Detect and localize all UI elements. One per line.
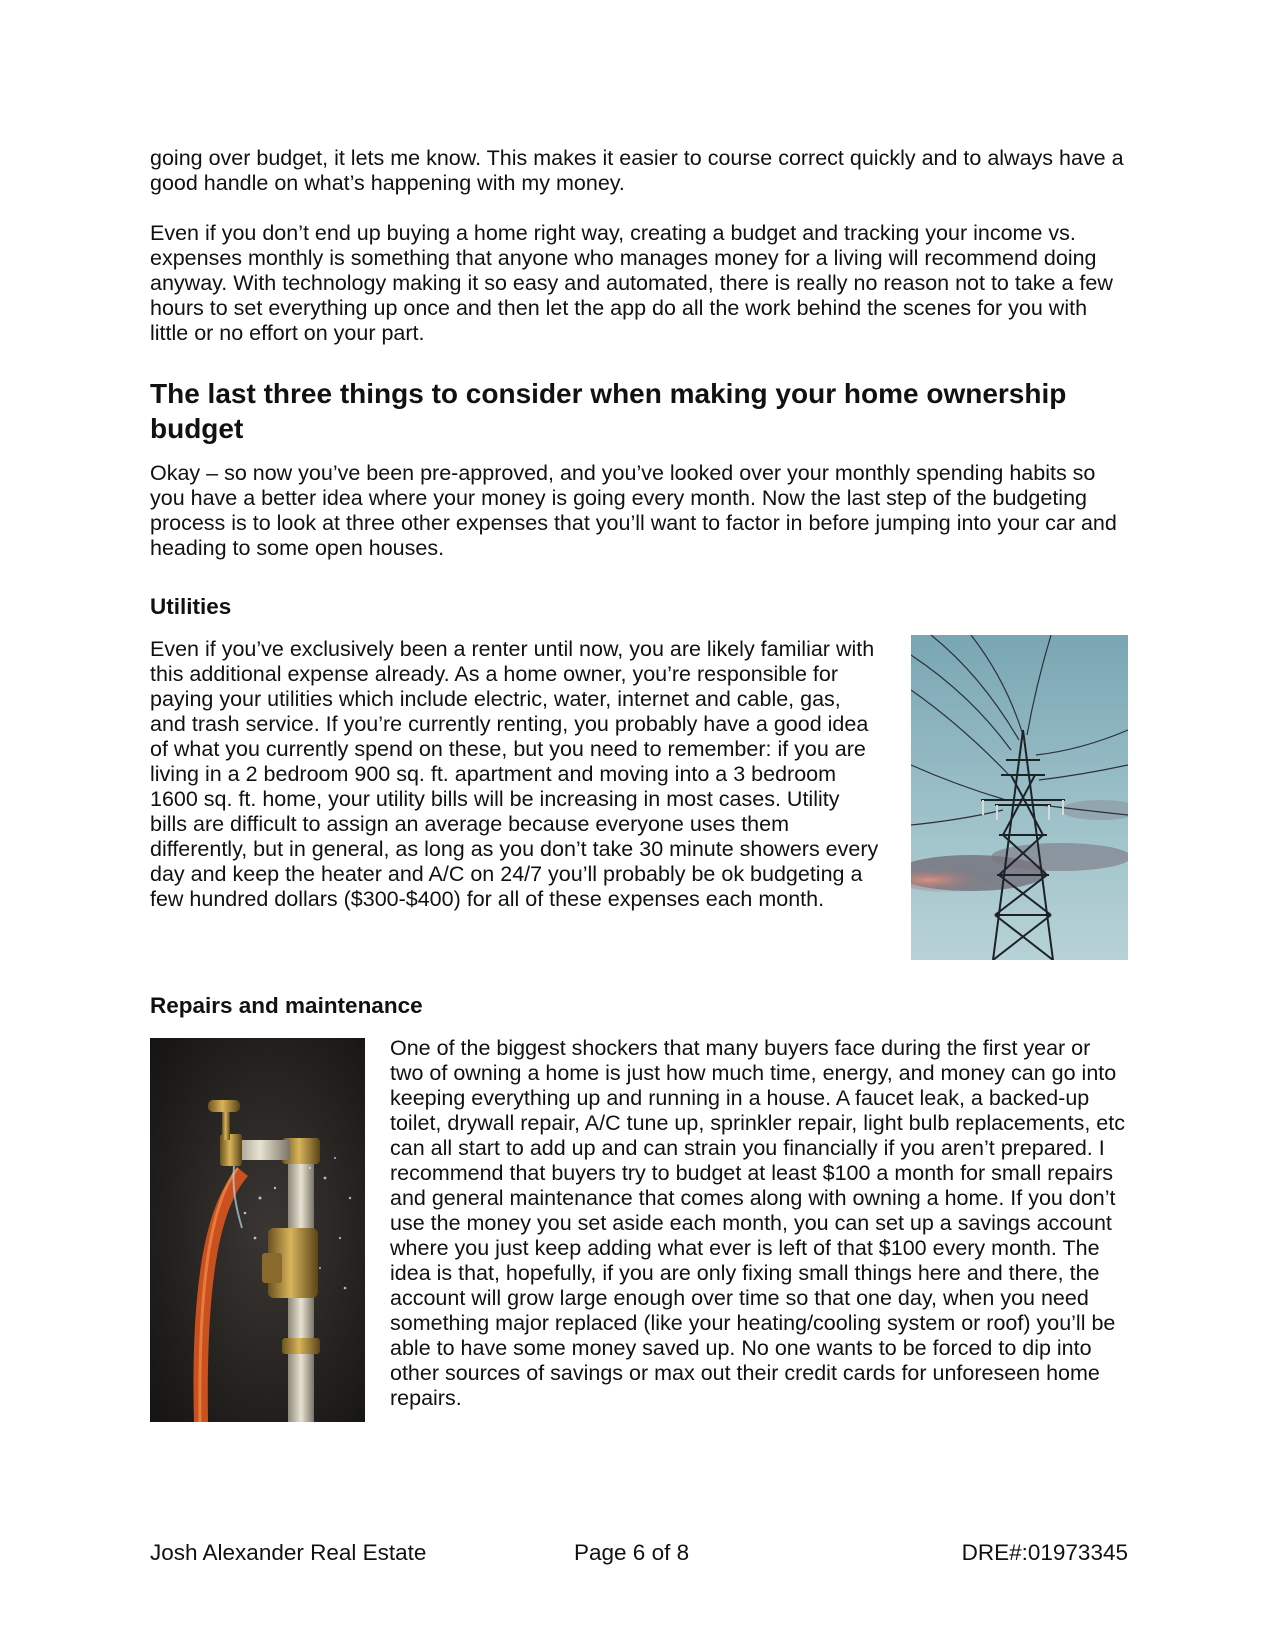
footer-page-number: Page 6 of 8 [574, 1540, 690, 1565]
leaking-faucet-photo [150, 1038, 365, 1422]
budget-paragraph: Even if you don’t end up buying a home right way, creating a budget and tracking your income vs. expenses monthly is something that anyone who manages money for a living will recommend doing anyway. With technology making it so easy and automated, there is really no reason not to take a few hours to set everything up once and then let the app do all the work behind the scenes for you with little or no effort on your part. [150, 221, 1113, 345]
repairs-paragraph: One of the biggest shockers that many buyers face during the first year or two of owning a home is just how much time, energy, and money can go into keeping everything up and running in a house. A faucet leak, a backed-up toilet, drywall repair, A/C tune up, sprinkler repair, light bulb replacements, etc can all start to add up and can strain you financially if you aren’t prepared. I recommend that buyers try to budget at least $100 a month for small repairs and general maintenance that comes along with owning a home. If you don’t use the money you set aside each month, you can set up a savings account where you just keep adding what ever is left of that $100 every month. The idea is that, hopefully, if you are only fixing small things here and there, the account will grow large enough over time so that one day, when you need something major replaced (like your heating/cooling system or roof) you’ll be able to have some money saved up. No one wants to be forced to dip into other sources of savings or max out their credit cards for unforeseen home repairs. [390, 1036, 1125, 1410]
utilities-heading: Utilities [150, 594, 232, 619]
page-footer [150, 1538, 1128, 1568]
section-paragraph: Okay – so now you’ve been pre-approved, and you’ve looked over your monthly spending habits so you have a better idea where your money is going every month. Now the last step of the budgeting process is to look at three other expenses that you’ll want to factor in before jumping into your car and heading to some open houses. [150, 461, 1117, 560]
footer-license-number: DRE#:01973345 [961, 1540, 1128, 1565]
power-line-tower-photo [911, 635, 1128, 960]
utilities-row [150, 637, 1128, 960]
document-page [150, 146, 1128, 1422]
utilities-paragraph: Even if you’ve exclusively been a renter until now, you are likely familiar with this additional expense already. As a home owner, you’re responsible for paying your utilities which include electric, water, internet and cable, gas, and trash service. If you’re currently renting, you probably have a good idea of what you currently spend on these, but you need to remember: if you are living in a 2 bedroom 900 sq. ft. apartment and moving into a 3 bedroom 1600 sq. ft. home, your utility bills will be increasing in most cases. Utility bills are difficult to assign an average because everyone uses them differently, but in general, as long as you don’t take 30 minute showers every day and keep the heater and A/C on 24/7 you’ll probably be ok budgeting a few hundred dollars ($300-$400) for all of these expenses each month. [150, 637, 879, 911]
section-heading: The last three things to consider when making your home ownership budget [150, 378, 1067, 444]
repairs-heading: Repairs and maintenance [150, 993, 423, 1018]
repairs-row [150, 1036, 1128, 1422]
continued-paragraph: going over budget, it lets me know. This makes it easier to course correct quickly and to always have a good handle on what’s happening with my money. [150, 146, 1124, 195]
footer-company: Josh Alexander Real Estate [150, 1540, 427, 1565]
